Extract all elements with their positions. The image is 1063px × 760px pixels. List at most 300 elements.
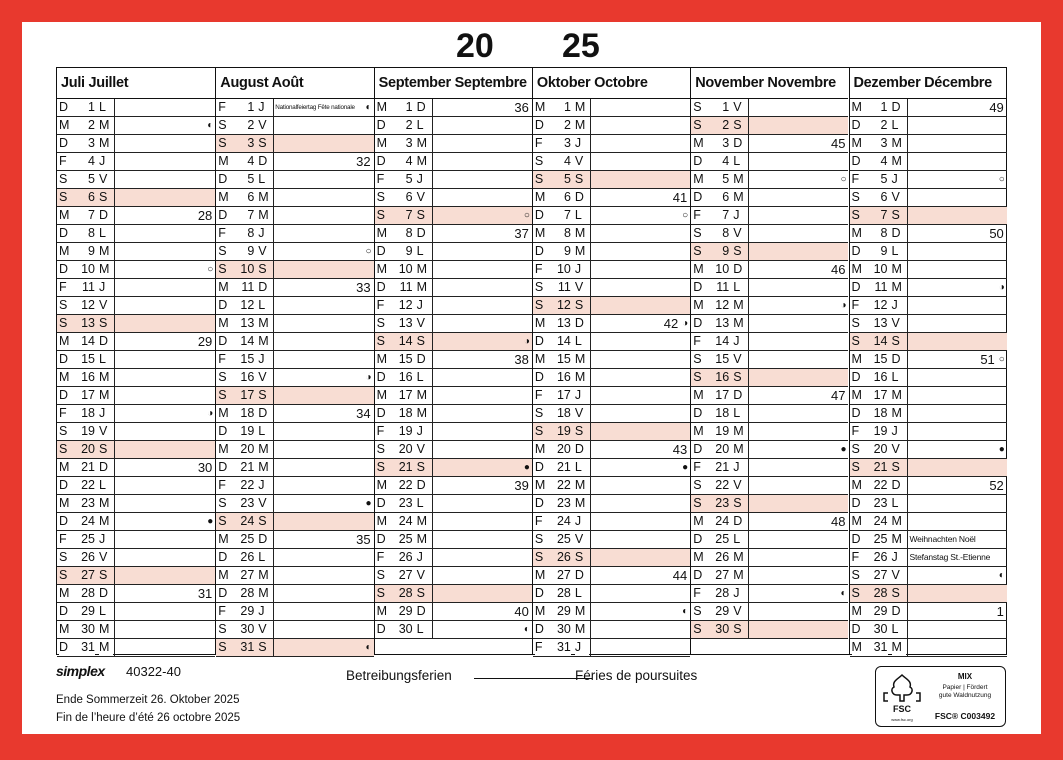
weekday-fr: S [733, 118, 742, 132]
day-row [216, 243, 373, 261]
weekday-de: S [693, 244, 702, 258]
day-number: 15 [866, 351, 888, 368]
column-divider [748, 153, 749, 170]
day-row [375, 153, 532, 171]
weekday-fr: J [575, 261, 589, 278]
day-number: 24 [391, 513, 413, 530]
column-divider [114, 153, 115, 170]
weekday-de: S [693, 496, 702, 510]
day-number: 20 [866, 441, 888, 458]
weekday-de: M [693, 171, 707, 188]
weekday-fr: V [258, 621, 272, 638]
day-number: 27 [232, 567, 254, 584]
column-divider [748, 315, 749, 332]
weekday-fr: M [892, 135, 906, 152]
column-divider [590, 423, 591, 440]
column-divider [907, 477, 908, 494]
day-row [850, 477, 1007, 495]
column-divider [273, 585, 274, 602]
weekday-de: M [218, 567, 232, 584]
weekday-de: F [535, 261, 549, 278]
weekday-fr: M [892, 513, 906, 530]
weekday-fr: J [733, 207, 747, 224]
day-number: 20 [549, 441, 571, 458]
day-number: 27 [707, 567, 729, 584]
column-divider [748, 621, 749, 638]
day-row [375, 477, 532, 495]
day-row [691, 513, 848, 531]
column-divider [590, 531, 591, 548]
column-divider [432, 495, 433, 512]
weekday-de: D [852, 621, 866, 638]
day-number: 11 [391, 279, 413, 296]
day-row [850, 459, 1007, 477]
day-number: 8 [73, 225, 95, 242]
column-divider [590, 405, 591, 422]
day-row [533, 531, 690, 549]
day-row [57, 495, 215, 513]
moon-phase-icon: ● [207, 516, 214, 527]
day-row [691, 531, 848, 549]
day-row [691, 171, 848, 189]
day-number: 18 [866, 405, 888, 422]
day-number: 11 [73, 279, 95, 296]
weekday-fr: M [892, 531, 906, 548]
day-number: 28 [232, 585, 254, 602]
weekday-fr: M [99, 639, 113, 656]
column-divider [748, 189, 749, 206]
day-number: 21 [707, 459, 729, 476]
weekday-de: M [852, 513, 866, 530]
weekday-de: M [59, 207, 73, 224]
day-number: 22 [232, 477, 254, 494]
column-divider [590, 99, 591, 116]
weekday-fr: S [99, 190, 108, 204]
weekday-fr: M [258, 441, 272, 458]
moon-phase-icon: ○ [840, 174, 847, 185]
weekday-fr: L [417, 621, 431, 638]
column-divider [907, 423, 908, 440]
column-divider [590, 225, 591, 242]
weekday-fr: M [733, 423, 747, 440]
moon-phase-icon: ○ [998, 174, 1005, 185]
week-number: 41 [672, 190, 688, 205]
weekday-de: M [852, 351, 866, 368]
column-divider [590, 603, 591, 620]
weekday-fr: L [733, 279, 747, 296]
day-row [850, 315, 1007, 333]
day-number: 20 [81, 442, 95, 456]
weekday-fr: L [258, 549, 272, 566]
weekday-de: M [852, 639, 866, 656]
day-row [850, 153, 1007, 171]
day-number: 7 [549, 207, 571, 224]
weekday-de: D [218, 297, 232, 314]
weekday-de: M [535, 99, 549, 116]
day-number: 31 [73, 639, 95, 656]
day-number: 26 [866, 549, 888, 566]
weekday-de: M [852, 261, 866, 278]
weekday-fr: M [417, 135, 431, 152]
day-row [533, 495, 690, 513]
day-number: 18 [391, 405, 413, 422]
day-row [691, 261, 848, 279]
day-row [850, 171, 1007, 189]
column-divider [432, 387, 433, 404]
day-row [533, 441, 690, 459]
day-number: 25 [707, 531, 729, 548]
weekday-fr: V [892, 315, 906, 332]
weekday-de: S [851, 460, 860, 474]
week-number: 40 [514, 604, 529, 619]
day-row [691, 567, 848, 585]
day-row [57, 117, 215, 135]
weekday-fr: L [99, 477, 113, 494]
column-divider [748, 459, 749, 476]
column-divider [114, 423, 115, 440]
column-divider [432, 189, 433, 206]
day-row [533, 387, 690, 405]
weekday-fr: V [733, 603, 747, 620]
day-row [533, 333, 690, 351]
weekday-fr: M [575, 369, 589, 386]
day-row [57, 225, 215, 243]
day-number: 11 [232, 279, 254, 296]
weekday-fr: V [258, 369, 272, 386]
weekday-fr: M [733, 315, 747, 332]
day-row [216, 459, 373, 477]
day-row [533, 171, 690, 189]
weekday-de: F [852, 549, 866, 566]
column-divider [590, 279, 591, 296]
day-row [375, 567, 532, 585]
day-number: 7 [707, 207, 729, 224]
weekday-fr: M [258, 459, 272, 476]
day-row [691, 297, 848, 315]
day-number: 12 [556, 298, 571, 312]
weekday-de: M [377, 603, 391, 620]
column-divider [907, 459, 908, 476]
weekday-de: F [852, 423, 866, 440]
day-number: 27 [391, 567, 413, 584]
weekday-fr: D [258, 405, 272, 422]
column-divider [907, 513, 908, 530]
column-divider [748, 567, 749, 584]
column-divider [590, 513, 591, 530]
day-row [375, 549, 532, 567]
column-divider [907, 261, 908, 278]
day-row [533, 621, 690, 639]
week-number: 36 [514, 100, 529, 115]
weekday-fr: L [892, 243, 906, 260]
moon-phase-icon: ◑ [365, 372, 372, 383]
column-divider [748, 603, 749, 620]
day-row [57, 477, 215, 495]
day-row [375, 405, 532, 423]
day-row [57, 171, 215, 189]
weekday-de: D [59, 639, 73, 656]
weekday-de: M [852, 387, 866, 404]
weekday-fr: V [575, 153, 589, 170]
weekday-de: M [59, 585, 73, 602]
day-number: 26 [391, 549, 413, 566]
fsc-text-2: gute Waldnutzung [938, 692, 992, 699]
day-number: 6 [232, 189, 254, 206]
weekday-de: S [693, 622, 702, 636]
weekday-fr: L [258, 171, 272, 188]
week-number: 30 [197, 460, 213, 475]
day-number: 30 [866, 621, 888, 638]
month-column [690, 68, 848, 654]
weekday-fr: J [99, 279, 113, 296]
day-row [533, 279, 690, 297]
day-number: 20 [232, 441, 254, 458]
column-divider [114, 243, 115, 260]
weekday-de: F [377, 297, 391, 314]
day-number: 14 [73, 333, 95, 350]
day-number: 16 [232, 369, 254, 386]
day-number: 19 [866, 423, 888, 440]
day-number: 30 [549, 621, 571, 638]
weekday-fr: M [258, 585, 272, 602]
day-number: 9 [232, 243, 254, 260]
weekday-de: D [218, 333, 232, 350]
column-divider [273, 153, 274, 170]
weekday-fr: S [99, 316, 108, 330]
day-row [216, 639, 373, 657]
day-row [57, 135, 215, 153]
column-divider [590, 567, 591, 584]
day-number: 9 [73, 243, 95, 260]
day-row [216, 261, 373, 279]
column-divider [432, 441, 433, 458]
column-divider [590, 153, 591, 170]
weekday-de: S [377, 189, 391, 206]
day-number: 4 [73, 153, 95, 170]
day-number: 2 [232, 117, 254, 134]
weekday-de: D [59, 603, 73, 620]
weekday-fr: J [99, 153, 113, 170]
day-row [375, 459, 532, 477]
day-number: 6 [549, 189, 571, 206]
day-number: 31 [866, 639, 888, 656]
weekday-fr: L [892, 117, 906, 134]
day-row [216, 297, 373, 315]
weekday-fr: V [575, 531, 589, 548]
column-divider [590, 333, 591, 350]
day-row [57, 639, 215, 657]
day-row [375, 261, 532, 279]
moon-phase-icon: ● [682, 462, 689, 473]
day-row [375, 207, 532, 225]
week-number: 49 [989, 100, 1004, 115]
weekday-de: S [535, 279, 549, 296]
day-row [533, 243, 690, 261]
day-number: 3 [549, 135, 571, 152]
column-divider [273, 621, 274, 638]
weekday-fr: L [99, 603, 113, 620]
weekday-de: M [852, 135, 866, 152]
column-divider [590, 549, 591, 566]
weekday-de: F [59, 531, 73, 548]
weekday-de: S [852, 189, 866, 206]
weekday-fr: S [891, 586, 900, 600]
day-number: 14 [549, 333, 571, 350]
day-row [57, 279, 215, 297]
day-row [57, 315, 215, 333]
day-row [691, 207, 848, 225]
column-divider [432, 567, 433, 584]
day-number: 5 [73, 171, 95, 188]
weekday-fr: M [417, 531, 431, 548]
column-divider [748, 171, 749, 188]
day-row [533, 405, 690, 423]
day-number: 30 [715, 622, 730, 636]
column-divider [748, 423, 749, 440]
weekday-de: F [535, 639, 549, 656]
weekday-de: S [59, 190, 68, 204]
week-number: 34 [356, 406, 371, 421]
day-row [533, 639, 690, 657]
day-number: 15 [391, 351, 413, 368]
column-divider [432, 369, 433, 386]
column-divider [748, 387, 749, 404]
weekday-de: M [693, 549, 707, 566]
day-number: 30 [232, 621, 254, 638]
weekday-fr: M [258, 315, 272, 332]
column-divider [907, 333, 908, 350]
weekday-de: M [852, 477, 866, 494]
day-number: 7 [232, 207, 254, 224]
week-number: 46 [831, 262, 846, 277]
day-number: 4 [707, 153, 729, 170]
day-number: 29 [707, 603, 729, 620]
column-divider [273, 261, 274, 278]
weekday-fr: M [892, 279, 906, 296]
day-row [533, 423, 690, 441]
day-number: 23 [549, 495, 571, 512]
day-row [57, 297, 215, 315]
day-row [57, 333, 215, 351]
moon-phase-icon: ◑ [207, 408, 214, 419]
day-row [57, 423, 215, 441]
weekday-de: M [377, 351, 391, 368]
day-number: 4 [549, 153, 571, 170]
day-row [533, 603, 690, 621]
day-number: 20 [391, 441, 413, 458]
weekday-fr: M [733, 189, 747, 206]
day-number: 22 [549, 477, 571, 494]
week-number: 38 [514, 352, 529, 367]
weekday-fr: J [733, 459, 747, 476]
weekday-de: M [59, 333, 73, 350]
day-number: 3 [247, 136, 255, 150]
column-divider [907, 495, 908, 512]
column-divider [273, 639, 274, 656]
column-divider [748, 477, 749, 494]
day-number: 8 [707, 225, 729, 242]
column-divider [114, 405, 115, 422]
weekday-de: M [693, 423, 707, 440]
moon-phase-icon: ◑ [998, 282, 1005, 293]
weekday-de: F [693, 207, 707, 224]
weekday-de: F [218, 225, 232, 242]
day-number: 28 [873, 586, 888, 600]
column-divider [114, 459, 115, 476]
day-row [216, 315, 373, 333]
day-row [375, 189, 532, 207]
weekday-de: F [377, 549, 391, 566]
weekday-fr: M [575, 495, 589, 512]
column-divider [590, 189, 591, 206]
day-number: 12 [391, 297, 413, 314]
week-number: 51 [980, 352, 995, 367]
day-row [850, 189, 1007, 207]
weekday-de: S [534, 424, 544, 438]
column-divider [590, 369, 591, 386]
weekday-fr: S [733, 244, 742, 258]
day-row [533, 225, 690, 243]
weekday-de: S [218, 262, 227, 276]
day-number: 10 [73, 261, 95, 278]
day-row [850, 369, 1007, 387]
weekday-de: S [59, 442, 68, 456]
weekday-fr: L [733, 531, 747, 548]
weekday-fr: J [575, 639, 589, 656]
day-row [216, 513, 373, 531]
holiday-note: Weihnachten Noël [909, 534, 976, 544]
day-number: 17 [240, 388, 255, 402]
weekday-fr: D [575, 441, 589, 458]
weekday-fr: J [575, 135, 589, 152]
day-row [533, 297, 690, 315]
weekday-de: D [693, 279, 707, 296]
weekday-de: D [693, 567, 707, 584]
weekday-de: D [377, 117, 391, 134]
column-divider [432, 315, 433, 332]
column-divider [748, 135, 749, 152]
column-divider [432, 243, 433, 260]
column-divider [590, 495, 591, 512]
weekday-fr: J [575, 513, 589, 530]
weekday-de: S [376, 334, 385, 348]
day-number: 14 [707, 333, 729, 350]
moon-phase-icon: ● [365, 498, 372, 509]
weekday-fr: V [892, 189, 906, 206]
weekday-de: D [535, 459, 549, 476]
day-number: 14 [398, 334, 413, 348]
column-divider [273, 225, 274, 242]
column-divider [432, 225, 433, 242]
weekday-fr: M [99, 117, 113, 134]
weekday-de: F [218, 351, 232, 368]
weekday-de: S [59, 297, 73, 314]
weekday-fr: D [99, 585, 113, 602]
weekday-fr: D [575, 315, 589, 332]
weekday-fr: M [417, 261, 431, 278]
day-number: 16 [715, 370, 730, 384]
day-row [375, 531, 532, 549]
weekday-fr: L [258, 423, 272, 440]
weekday-fr: M [99, 513, 113, 530]
column-divider [907, 603, 908, 620]
moon-phase-icon: ◐ [998, 570, 1005, 581]
weekday-fr: L [417, 117, 431, 134]
day-number: 24 [707, 513, 729, 530]
weekday-de: D [852, 279, 866, 296]
column-divider [114, 495, 115, 512]
day-number: 28 [707, 585, 729, 602]
